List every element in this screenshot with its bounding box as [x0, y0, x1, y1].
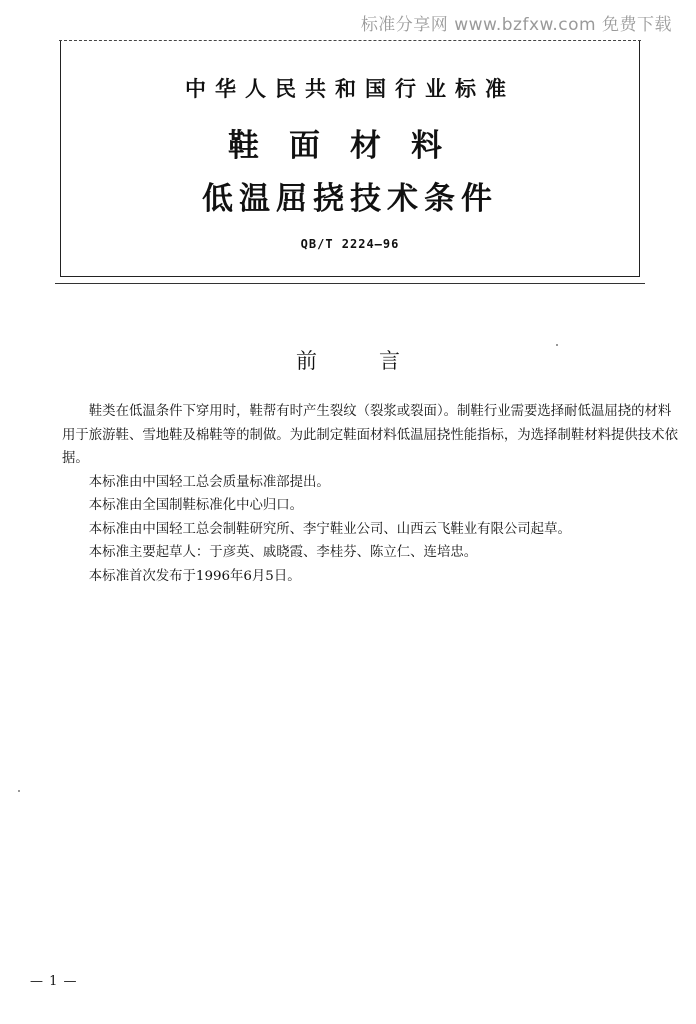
foreword-heading: 前言	[296, 349, 462, 373]
scan-speck	[18, 790, 20, 792]
document-title-line1: 鞋面材料	[228, 128, 472, 164]
page-number: — 1 —	[30, 974, 78, 989]
foreword-paragraph: 本标准首次发布于1996年6月5日。	[88, 568, 301, 584]
foreword-paragraph: 本标准由中国轻工总会质量标准部提出。	[88, 474, 330, 490]
foreword-paragraph: 本标准由中国轻工总会制鞋研究所、李宁鞋业公司、山西云飞鞋业有限公司起草。	[88, 521, 571, 537]
foreword-body	[62, 400, 678, 588]
foreword-paragraph: 本标准由全国制鞋标准化中心归口。	[88, 498, 304, 513]
foreword-paragraph: 本标准主要起草人：于彦英、戚晓霞、李桂芬、陈立仁、连培忠。	[88, 545, 478, 560]
standard-organization: 中华人民共和国行业标准	[185, 77, 515, 101]
foreword-paragraph: 鞋类在低温条件下穿用时，鞋帮有时产生裂纹（裂浆或裂面）。制鞋行业需要选择耐低温屈挠的材料用于旅游鞋、雪地鞋及棉鞋等的制做。为此制定鞋面材料低温屈挠性能指标，为选择制鞋材料提供技术依据。	[62, 404, 678, 466]
document-title-line2: 低温屈挠技术条件	[202, 181, 498, 217]
site-watermark: 标准分享网 www.bzfxw.com 免费下载	[360, 15, 672, 35]
header-top-rule	[59, 40, 641, 41]
header-bottom-rule	[55, 283, 645, 284]
scan-speck	[556, 344, 558, 346]
standard-code: QB/T 2224—96	[300, 237, 400, 251]
standard-header-frame	[60, 40, 640, 277]
